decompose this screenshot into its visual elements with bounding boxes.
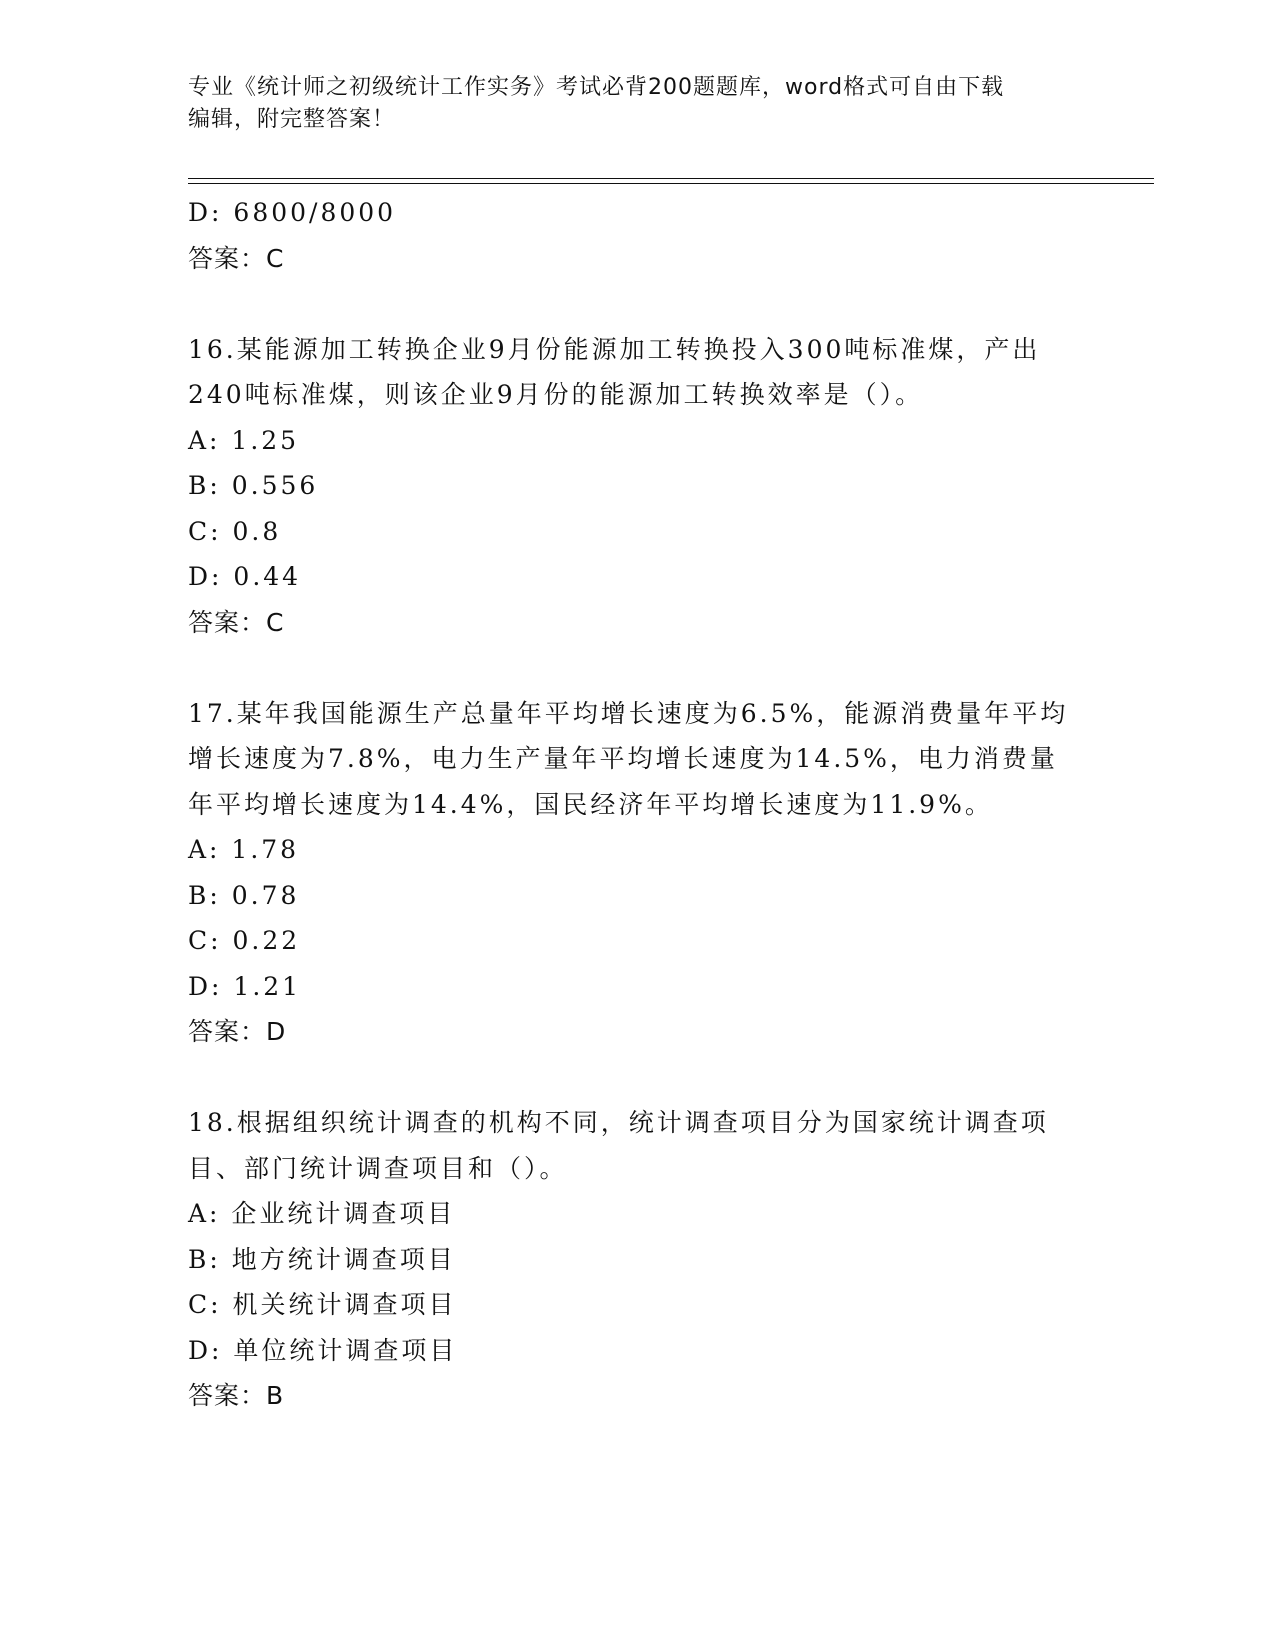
question-18 [188,1100,1088,1419]
option-a: A: 企业统计调查项目 [188,1199,456,1228]
header-rule-top [188,178,1154,179]
option-b: B: 0.78 [188,880,300,910]
answer: 答案：D [188,1017,287,1046]
answer: 答案：C [188,243,285,273]
header-rule-bottom [188,183,1154,184]
header-line-1: 专业《统计师之初级统计工作实务》考试必背200题题库，word格式可自由下载 [188,75,1005,100]
question-text: 目、部门统计调查项目和（）。 [188,1153,568,1183]
option-b: B: 地方统计调查项目 [188,1244,456,1274]
question-16 [188,327,1088,646]
previous-question-tail [188,190,1088,281]
option-b: B: 0.556 [188,471,319,500]
spacer [188,281,1088,327]
question-text: 16.某能源加工转换企业9月份能源加工转换投入300吨标准煤，产出 [188,334,1041,364]
answer: 答案：C [188,607,285,637]
option-c: C: 0.22 [188,926,301,955]
option-c: C: 0.8 [188,516,282,546]
question-text: 18.根据组织统计调查的机构不同，统计调查项目分为国家统计调查项 [188,1108,1049,1137]
question-text: 增长速度为7.8%，电力生产量年平均增长速度为14.5%，电力消费量 [188,744,1058,773]
question-text: 17.某年我国能源生产总量年平均增长速度为6.5%，能源消费量年平均 [188,698,1069,728]
answer: 答案：B [188,1381,285,1410]
header-line-2: 编辑，附完整答案！ [188,107,396,132]
option-d: D: 0.44 [188,562,302,591]
question-text: 240吨标准煤，则该企业9月份的能源加工转换效率是（）。 [188,380,924,409]
page-header [188,72,1088,136]
option-d: D: 1.21 [188,971,302,1001]
option-a: A: 1.25 [188,425,300,455]
option-d: D: 单位统计调查项目 [188,1335,458,1365]
question-list [188,190,1088,1419]
spacer [188,645,1088,691]
question-17 [188,691,1088,1055]
spacer [188,1055,1088,1101]
option-d: D: 6800/8000 [188,198,397,227]
option-a: A: 1.78 [188,835,300,864]
question-text: 年平均增长速度为14.4%，国民经济年平均增长速度为11.9%。 [188,789,993,819]
option-c: C: 机关统计调查项目 [188,1290,457,1319]
